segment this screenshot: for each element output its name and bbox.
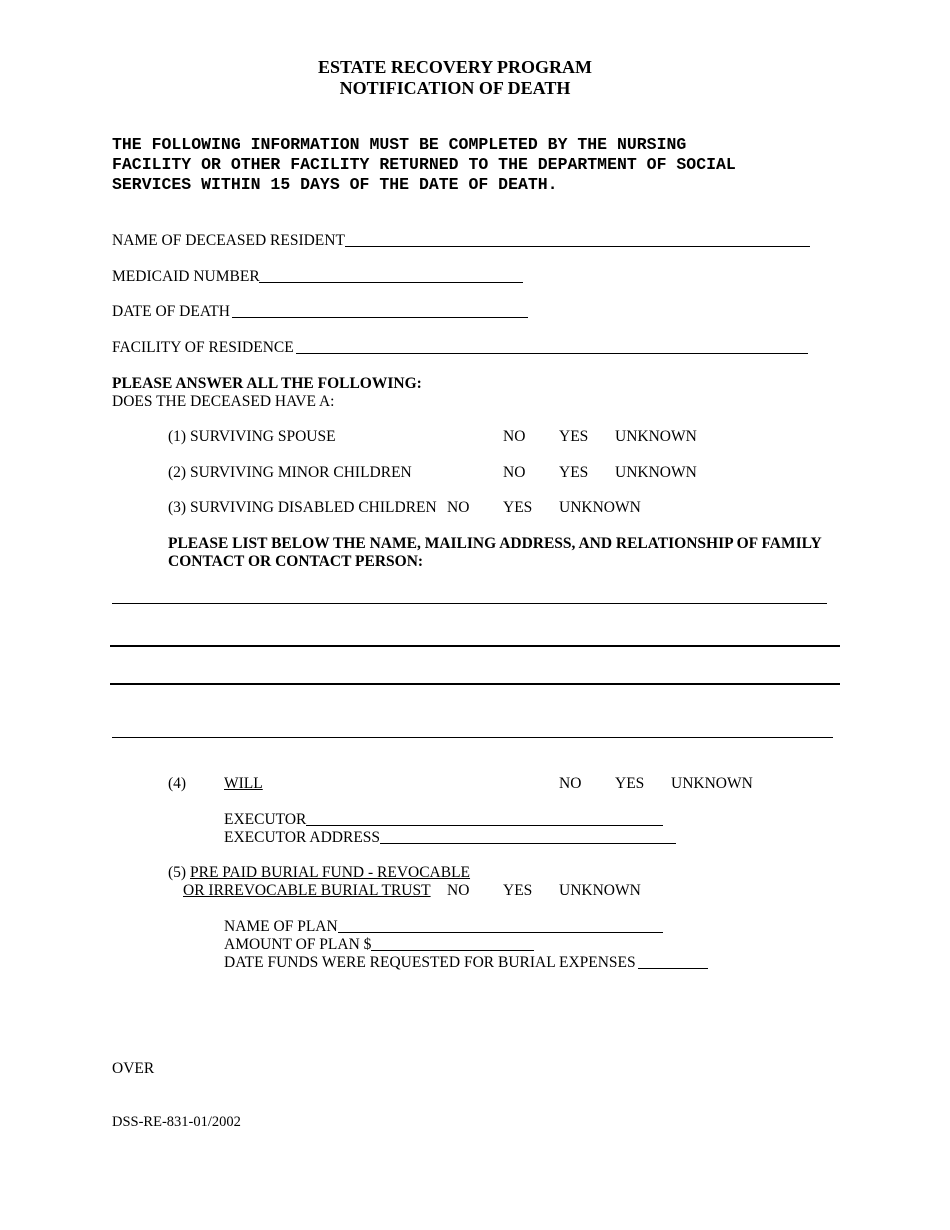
deceased-name-label: NAME OF DECEASED RESIDENT [112, 232, 345, 249]
spouse-yes-option[interactable]: YES [559, 428, 589, 445]
form-number: DSS-RE-831-01/2002 [112, 1114, 241, 1130]
executor-field[interactable] [306, 825, 663, 826]
disabled-children-no-option[interactable]: NO [447, 499, 470, 516]
disabled-children-yes-option[interactable]: YES [503, 499, 533, 516]
contact-instructions-line2: CONTACT OR CONTACT PERSON: [168, 553, 424, 570]
spouse-unknown-option[interactable]: UNKNOWN [615, 428, 697, 445]
burial-no-option[interactable]: NO [447, 882, 470, 899]
disabled-children-unknown-option[interactable]: UNKNOWN [559, 499, 641, 516]
question-disabled-children: (3) SURVIVING DISABLED CHILDREN [168, 499, 437, 516]
minor-children-unknown-option[interactable]: UNKNOWN [615, 464, 697, 481]
contact-line-3[interactable] [110, 683, 840, 685]
medicaid-number-field[interactable] [259, 282, 523, 283]
contact-line-1[interactable] [112, 603, 827, 604]
facility-of-residence-label: FACILITY OF RESIDENCE [112, 339, 294, 356]
burial-number: (5) [168, 864, 187, 881]
plan-name-field[interactable] [338, 932, 663, 933]
medicaid-number-label: MEDICAID NUMBER [112, 268, 260, 285]
facility-of-residence-field[interactable] [296, 353, 808, 354]
will-yes-option[interactable]: YES [615, 775, 645, 792]
will-no-option[interactable]: NO [559, 775, 582, 792]
questions-heading: PLEASE ANSWER ALL THE FOLLOWING: [112, 375, 422, 392]
will-number: (4) [168, 775, 187, 792]
minor-children-no-option[interactable]: NO [503, 464, 526, 481]
question-surviving-spouse: (1) SURVIVING SPOUSE [168, 428, 336, 445]
burial-label-line1: PRE PAID BURIAL FUND - REVOCABLE [190, 864, 471, 881]
plan-amount-field[interactable] [371, 950, 534, 951]
will-label: WILL [224, 775, 263, 792]
instructions-line3: SERVICES WITHIN 15 DAYS OF THE DATE OF DEATH. [112, 175, 558, 194]
date-of-death-label: DATE OF DEATH [112, 303, 230, 320]
executor-address-label: EXECUTOR ADDRESS [224, 829, 381, 846]
questions-subheading: DOES THE DECEASED HAVE A: [112, 393, 335, 410]
burial-unknown-option[interactable]: UNKNOWN [559, 882, 641, 899]
question-minor-children: (2) SURVIVING MINOR CHILDREN [168, 464, 412, 481]
burial-yes-option[interactable]: YES [503, 882, 533, 899]
date-funds-requested-field[interactable] [638, 968, 708, 969]
deceased-name-field[interactable] [345, 246, 810, 247]
plan-name-label: NAME OF PLAN [224, 918, 338, 935]
will-unknown-option[interactable]: UNKNOWN [671, 775, 753, 792]
executor-label: EXECUTOR [224, 811, 307, 828]
over-label: OVER [112, 1060, 155, 1077]
contact-instructions-line1: PLEASE LIST BELOW THE NAME, MAILING ADDRESS, AND RELATIONSHIP OF FAMILY [168, 535, 822, 552]
minor-children-yes-option[interactable]: YES [559, 464, 589, 481]
plan-amount-label: AMOUNT OF PLAN $ [224, 936, 372, 953]
instructions-line2: FACILITY OR OTHER FACILITY RETURNED TO THE DEPARTMENT OF SOCIAL [112, 155, 736, 174]
burial-label-line2: OR IRREVOCABLE BURIAL TRUST [183, 882, 431, 899]
date-funds-requested-label: DATE FUNDS WERE REQUESTED FOR BURIAL EXPENSES [224, 954, 636, 971]
form-title-line1: ESTATE RECOVERY PROGRAM [317, 57, 593, 77]
contact-line-2[interactable] [110, 645, 840, 647]
contact-line-4[interactable] [112, 737, 833, 738]
instructions-line1: THE FOLLOWING INFORMATION MUST BE COMPLETED BY THE NURSING [112, 135, 687, 154]
form-title-line2: NOTIFICATION OF DEATH [339, 78, 571, 98]
executor-address-field[interactable] [380, 843, 676, 844]
date-of-death-field[interactable] [232, 317, 528, 318]
spouse-no-option[interactable]: NO [503, 428, 526, 445]
